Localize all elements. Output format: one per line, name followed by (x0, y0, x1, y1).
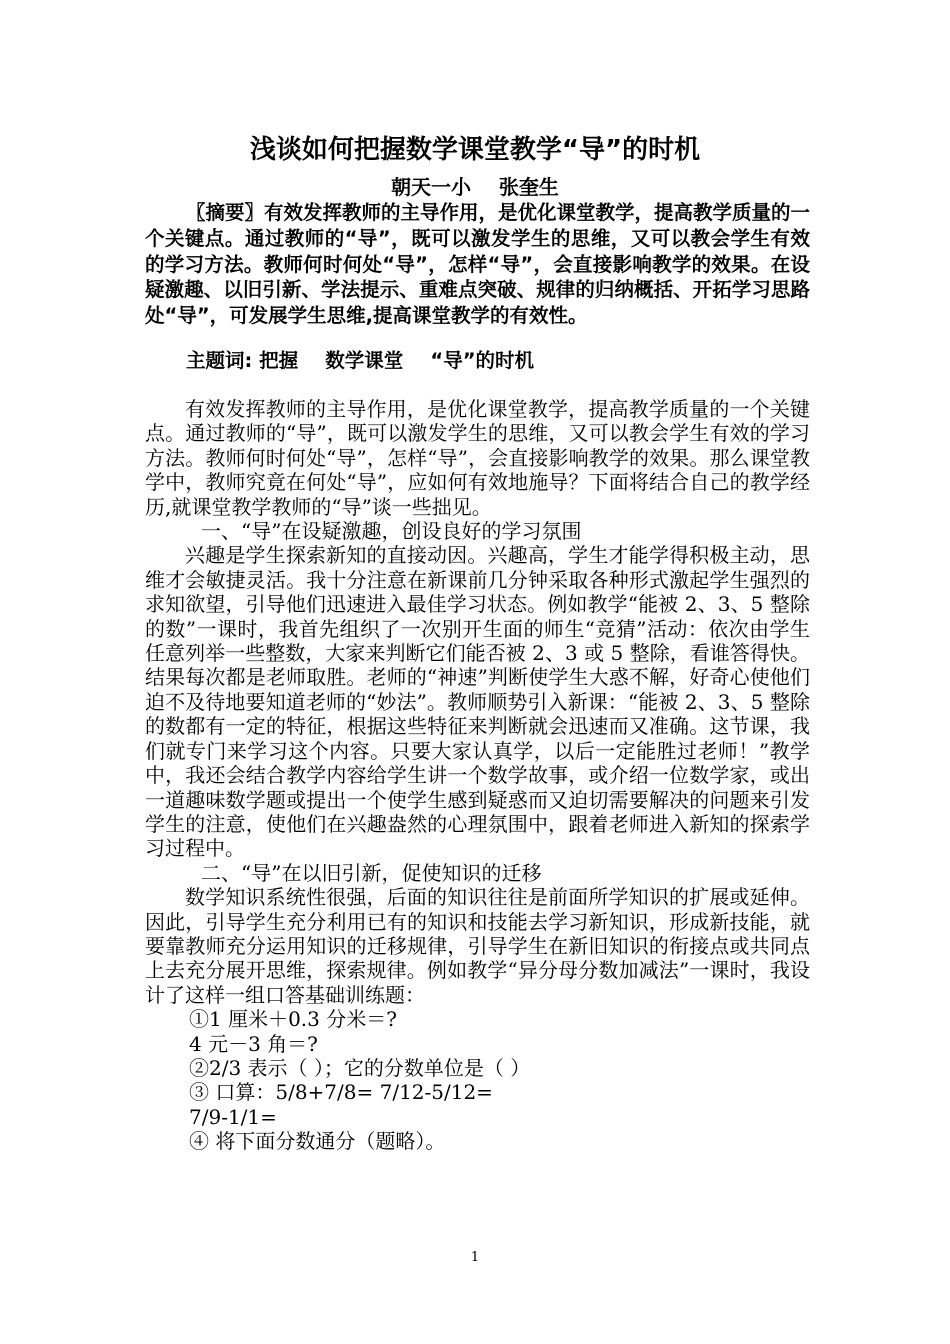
intro-paragraph: 有效发挥教师的主导作用，是优化课堂教学，提高教学质量的一个关键点。通过教师的“导”，既可以激发学生的思维，又可以教会学生有效的学习方法。教师何时何处“导”，怎样“导”，会直接影响教学的效果。那么课堂教学中，教师究竟在何处“导”，应如何有效地施导？下面将结合自己的教学经历,就课堂教学教师的“导”谈一些拙见。 (145, 397, 810, 519)
abstract-paragraph: 〖摘要〗有效发挥教师的主导作用，是优化课堂教学，提高教学质量的一个关键点。通过教师的“导”，既可以激发学生的思维，又可以教会学生有效的学习方法。教师何时何处“导”，怎样“导”，会直接影响教学的效果。在设疑激趣、以旧引新、学法提示、重难点突破、规律的归纳概括、开拓学习思路处“导”，可发展学生思维,提高课堂教学的有效性。 (145, 201, 810, 328)
page-number: 1 (470, 1250, 480, 1265)
author-line: 朝天一小 张奎生 (391, 175, 559, 199)
exercise-item: 4 元－3 角＝? (189, 1031, 318, 1056)
exercise-item: ④ 将下面分数通分（题略）。 (189, 1129, 446, 1154)
section-paragraph-2: 数学知识系统性很强，后面的知识往往是前面所学知识的扩展或延伸。因此，引导学生充分利用已有的知识和技能去学习新知识，形成新技能，就要靠教师充分运用知识的迁移规律，引导学生在新旧知识的衔接点或共同点上去充分展开思维，探索规律。例如教学“异分母分数加减法”一课时，我设计了这样一组口答基础训练题： (145, 885, 810, 1007)
body-text (145, 397, 810, 1154)
exercise-item: ①1 厘米＋0.3 分米＝? (189, 1007, 397, 1032)
section-paragraph-1: 兴趣是学生探索新知的直接动因。兴趣高，学生才能学得积极主动，思维才会敏捷灵活。我十分注意在新课前几分钟采取各种形式激起学生强烈的求知欲望，引导他们迅速进入最佳学习状态。例如教学“能被 2、3、5 整除的数”一课时，我首先组织了一次别开生面的师生“竞猜”活动：依次由学生任意列举一些整数，大家来判断它们能否被 2、3 或 5 整除，看谁答得快。结果每次都是老师取胜。老师的“神速”判断使学生大惑不解，好奇心使他们迫不及待地要知道老师的“妙法”。教师顺势引入新课：“能被 2、3、5 整除的数都有一定的特征，根据这些特征来判断就会迅速而又准确。这节课，我们就专门来学习这个内容。只要大家认真学，以后一定能胜过老师！”教学中，我还会结合教学内容给学生讲一个数学故事，或介绍一位数学家，或出一道趣味数学题或提出一个使学生感到疑惑而又迫切需要解决的问题来引发学生的注意，使他们在兴趣盎然的心理氛围中，跟着老师进入新知的探索学习过程中。 (145, 543, 810, 861)
page-title: 浅谈如何把握数学课堂教学“导”的时机 (249, 135, 701, 165)
section-heading-1: 一、“导”在设疑激趣，创设良好的学习氛围 (201, 519, 582, 544)
exercise-item: ②2/3 表示（ ）；它的分数单位是（ ） (189, 1055, 531, 1080)
keywords-line: 主题词: 把握 数学课堂 “导”的时机 (186, 349, 535, 372)
exercise-item: 7/9-1/1= (189, 1104, 277, 1129)
section-heading-2: 二、“导”在以旧引新，促使知识的迁移 (201, 860, 542, 885)
exercise-item: ③ 口算：5/8+7/8= 7/12-5/12= (189, 1080, 493, 1105)
